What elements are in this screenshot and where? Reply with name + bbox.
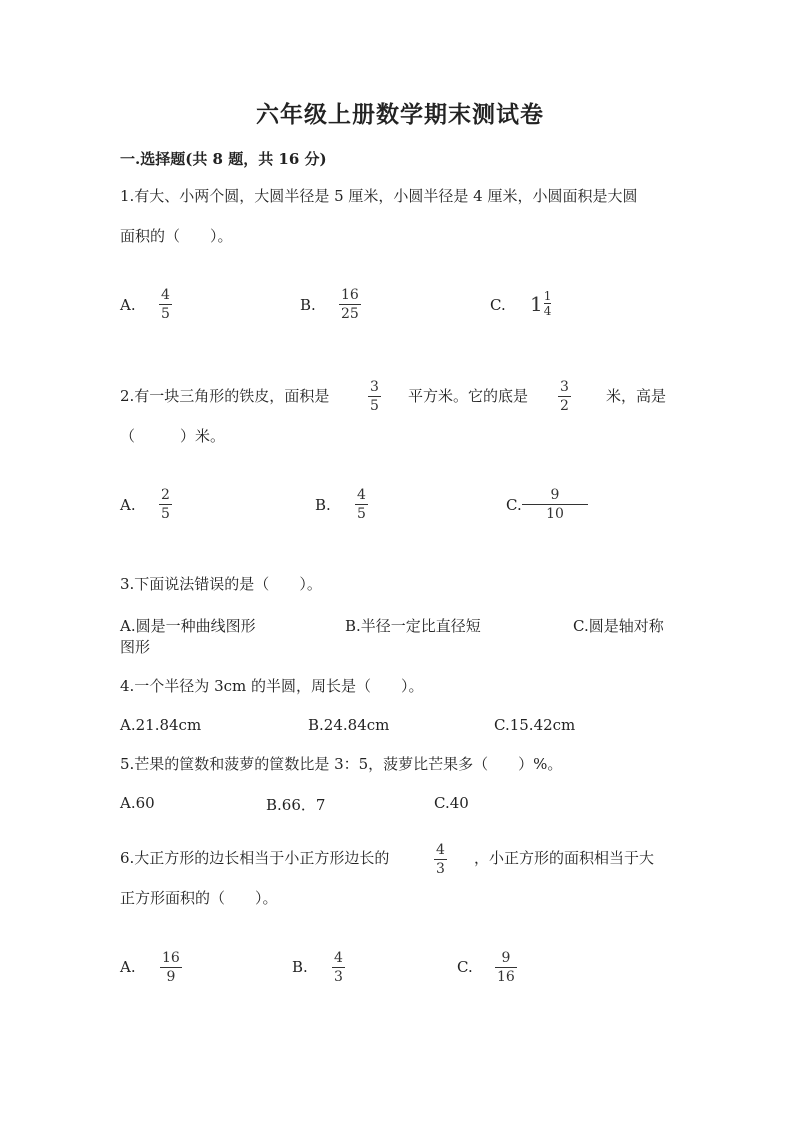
section-heading: 一.选择题(共 8 题，共 16 分): [120, 150, 327, 168]
fraction-bar: [558, 396, 571, 397]
q5-option-a: A.60: [120, 794, 155, 812]
question-1-line2: 面积的（ ）。: [120, 227, 233, 245]
fraction-bar: [159, 304, 172, 305]
q6-option-c-label: C.: [457, 958, 473, 976]
fraction-numerator: 16: [341, 287, 359, 303]
fraction-bar: [339, 304, 361, 305]
q6-option-b-fraction: [332, 951, 345, 985]
q6-ratio-fraction: [434, 843, 447, 877]
fraction-bar: [522, 504, 588, 505]
fraction-denominator: 5: [370, 398, 379, 414]
page-title: 六年级上册数学期末测试卷: [256, 101, 544, 128]
fraction-bar: [495, 967, 517, 968]
q2-option-b-fraction: [355, 488, 368, 522]
fraction-numerator: 4: [161, 287, 170, 303]
fraction-denominator: 9: [166, 969, 176, 985]
fraction-bar: [434, 859, 447, 860]
question-6-part2: ，小正方形的面积相当于大: [474, 849, 655, 867]
q4-option-b: B.24.84cm: [308, 716, 390, 734]
q2-base-fraction: [558, 380, 571, 414]
question-6-line2: 正方形面积的（ ）。: [120, 889, 278, 907]
mixed-fraction: [544, 290, 552, 317]
fraction-numerator: 9: [501, 950, 511, 966]
q2-area-fraction: [368, 380, 381, 414]
fraction-denominator: 16: [497, 969, 515, 985]
question-2-part2: 平方米。它的底是: [408, 387, 529, 405]
question-2-part1: 2.有一块三角形的铁皮，面积是: [120, 387, 330, 405]
q6-option-b-label: B.: [292, 958, 308, 976]
fraction-numerator: 1: [543, 289, 552, 303]
question-4-stem: 4.一个半径为 3cm 的半圆，周长是（ ）。: [120, 677, 424, 695]
fraction-denominator: 2: [560, 398, 569, 414]
q6-option-a-fraction: [160, 951, 182, 985]
fraction-denominator: 10: [546, 506, 564, 522]
q3-option-c-wrap: 图形: [120, 638, 151, 656]
q3-option-b: B.半径一定比直径短: [345, 617, 481, 635]
fraction-denominator: 4: [543, 304, 552, 318]
fraction-numerator: 2: [161, 487, 170, 503]
question-3-stem: 3.下面说法错误的是（ ）。: [120, 575, 322, 593]
fraction-denominator: 25: [341, 306, 359, 322]
fraction-numerator: 4: [334, 950, 343, 966]
q5-option-c: C.40: [434, 794, 469, 812]
mixed-whole: 1: [530, 291, 543, 316]
q1-option-b-label: B.: [300, 296, 316, 314]
fraction-numerator: 16: [162, 950, 180, 966]
fraction-denominator: 3: [334, 969, 343, 985]
q2-option-c-label: C.: [506, 496, 522, 514]
fraction-denominator: 5: [161, 306, 170, 322]
question-5-stem: 5.芒果的筐数和菠萝的筐数比是 3：5，菠萝比芒果多（ ）%。: [120, 755, 563, 773]
question-1-line1: 1.有大、小两个圆，大圆半径是 5 厘米，小圆半径是 4 厘米，小圆面积是大圆: [120, 187, 638, 205]
q1-option-b-fraction: [339, 288, 361, 322]
fraction-bar: [160, 967, 182, 968]
fraction-bar: [332, 967, 345, 968]
q1-option-c-mixed-number: [530, 290, 551, 317]
fraction-denominator: 3: [436, 861, 445, 877]
q4-option-a: A.21.84cm: [120, 716, 202, 734]
q2-option-a-fraction: [159, 488, 172, 522]
q5-option-b: B.66．7: [266, 796, 326, 814]
q3-option-a: A.圆是一种曲线图形: [120, 617, 256, 635]
q1-option-c-label: C.: [490, 296, 506, 314]
fraction-numerator: 3: [560, 379, 569, 395]
question-2-part3: 米，高是: [606, 387, 667, 405]
q6-option-c-fraction: [495, 951, 517, 985]
fraction-bar: [159, 504, 172, 505]
q1-option-a-label: A.: [120, 296, 136, 314]
question-6-part1: 6.大正方形的边长相当于小正方形边长的: [120, 849, 390, 867]
fraction-denominator: 5: [161, 506, 170, 522]
fraction-bar: [355, 504, 368, 505]
fraction-bar: [368, 396, 381, 397]
fraction-numerator: 9: [550, 487, 560, 503]
fraction-numerator: 3: [370, 379, 379, 395]
q6-option-a-label: A.: [120, 958, 136, 976]
fraction-numerator: 4: [436, 842, 445, 858]
q4-option-c: C.15.42cm: [494, 716, 576, 734]
fraction-numerator: 4: [357, 487, 366, 503]
q1-option-a-fraction: [159, 288, 172, 322]
question-2-line2: （ ）米。: [120, 427, 226, 445]
q2-option-c-fraction: [522, 488, 588, 522]
q2-option-b-label: B.: [315, 496, 331, 514]
q2-option-a-label: A.: [120, 496, 136, 514]
fraction-denominator: 5: [357, 506, 366, 522]
q3-option-c: C.圆是轴对称: [573, 617, 664, 635]
